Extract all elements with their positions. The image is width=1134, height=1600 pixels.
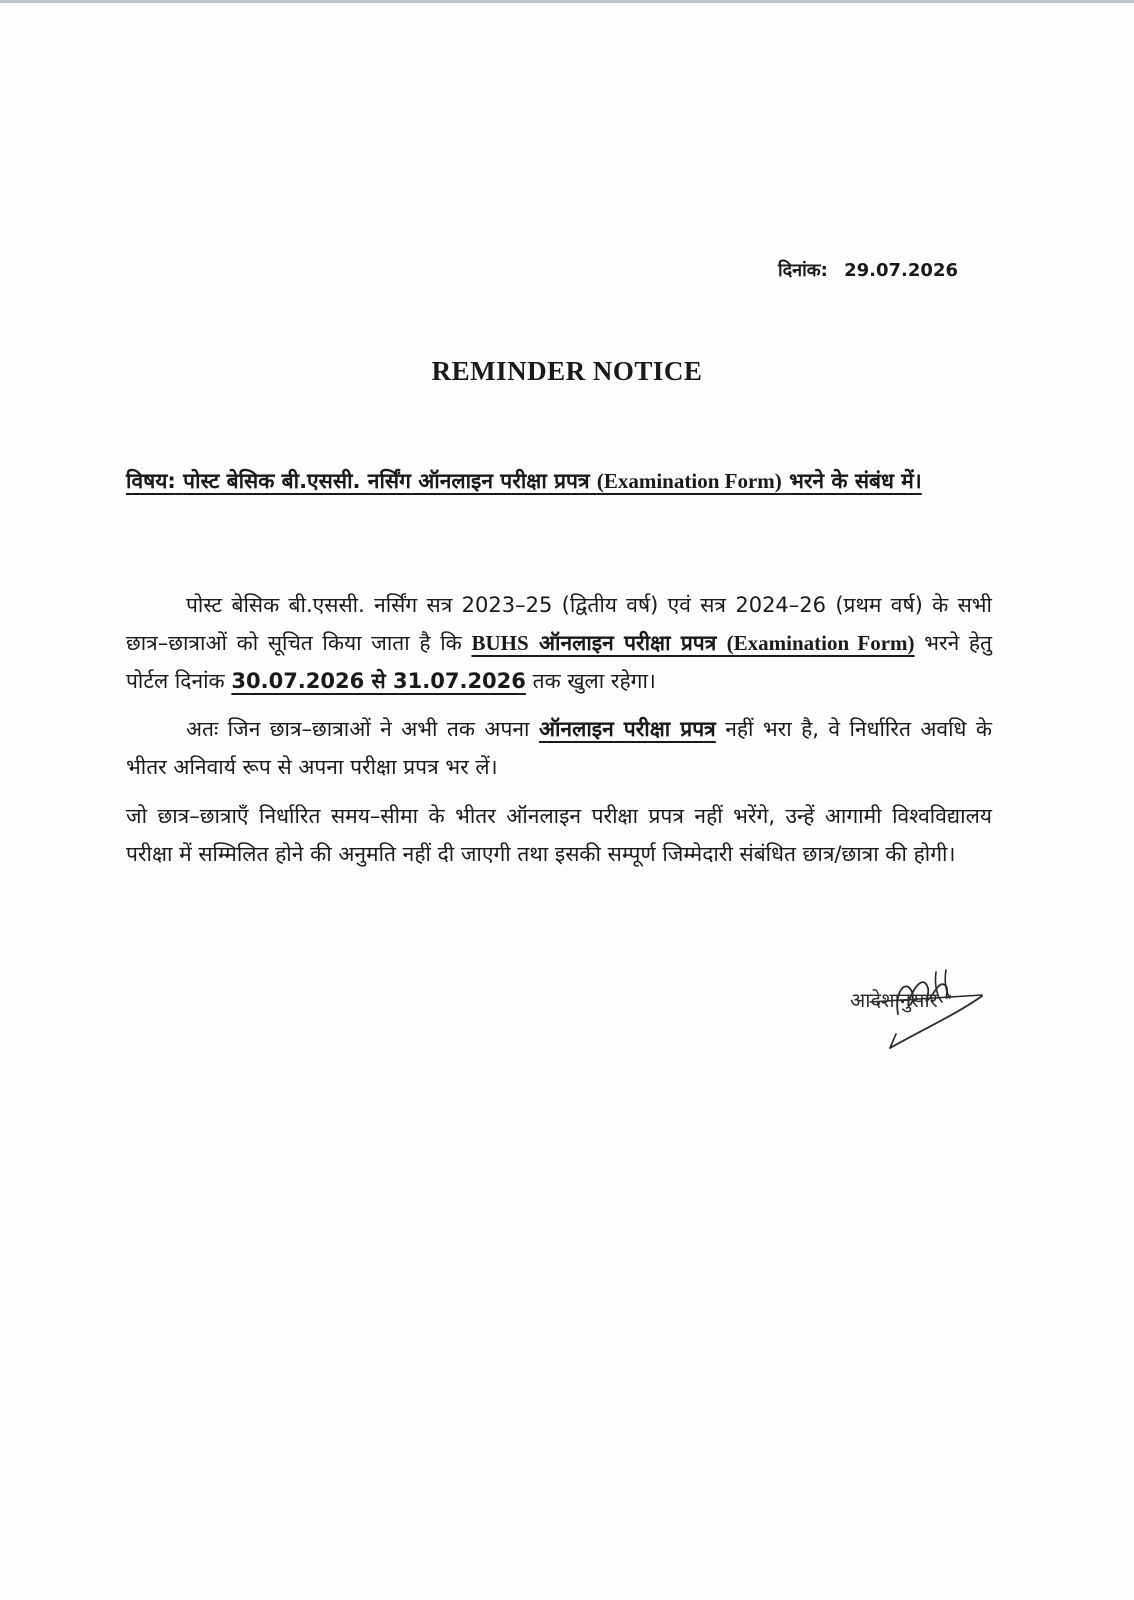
date-value: 29.07.2026 <box>844 260 958 281</box>
paragraph-announcement <box>126 586 992 700</box>
paragraph-instruction <box>126 710 992 786</box>
signature-block <box>850 962 1010 1054</box>
subject-text: पोस्ट बेसिक बी.एससी. नर्सिंग ऑनलाइन परीक्षा प्रपत्र <box>183 469 590 493</box>
para2-text-1: अतः जिन छात्र–छात्राओं ने अभी तक अपना <box>186 717 530 741</box>
signature-label: आदेशानुसार <box>850 988 938 1012</box>
notice-subject <box>126 462 992 500</box>
para2-highlight: ऑनलाइन परीक्षा प्रपत्र <box>538 717 716 741</box>
notice-date <box>778 258 958 282</box>
date-label: दिनांक: <box>777 260 828 281</box>
subject-text-end: भरने के संबंध में। <box>789 469 922 493</box>
para1-text-1: पोस्ट बेसिक बी.एससी. नर्सिंग सत्र 2023–25 (द्वितीय वर्ष) एवं सत्र 2024–26 (प्रथम वर्ष) के सभी छात्र–छात्राओं को सूचित किया जाता है कि <box>126 593 992 655</box>
para1-highlight-form: BUHS ऑनलाइन परीक्षा प्रपत्र (Examination Form) <box>471 631 915 655</box>
subject-label: विषय: <box>126 469 176 493</box>
handwritten-signature <box>850 962 1010 1054</box>
subject-english: (Examination Form) <box>596 469 782 493</box>
scan-top-edge <box>0 0 1134 3</box>
para2-text-2: नहीं भरा है, वे निर्धारित अवधि के भीतर अनिवार्य रूप से अपना परीक्षा प्रपत्र भर लें। <box>126 717 992 779</box>
notice-title: REMINDER NOTICE <box>431 356 703 386</box>
para1-text-2: भरने हेतु पोर्टल दिनांक <box>126 631 993 693</box>
paragraph-warning <box>126 797 992 873</box>
para1-text-3: तक खुला रहेगा। <box>532 669 656 693</box>
para3-text: जो छात्र–छात्राएँ निर्धारित समय–सीमा के भीतर ऑनलाइन परीक्षा प्रपत्र नहीं भरेंगे, उन्हें आगामी विश्वविद्यालय परीक्षा में सम्मिलित होने की अनुमति नहीं दी जाएगी तथा इसकी सम्पूर्ण जिम्मेदारी संबंधित छात्र/छात्रा की होगी। <box>126 804 992 866</box>
para1-highlight-dates: 30.07.2026 से 31.07.2026 <box>231 669 526 693</box>
